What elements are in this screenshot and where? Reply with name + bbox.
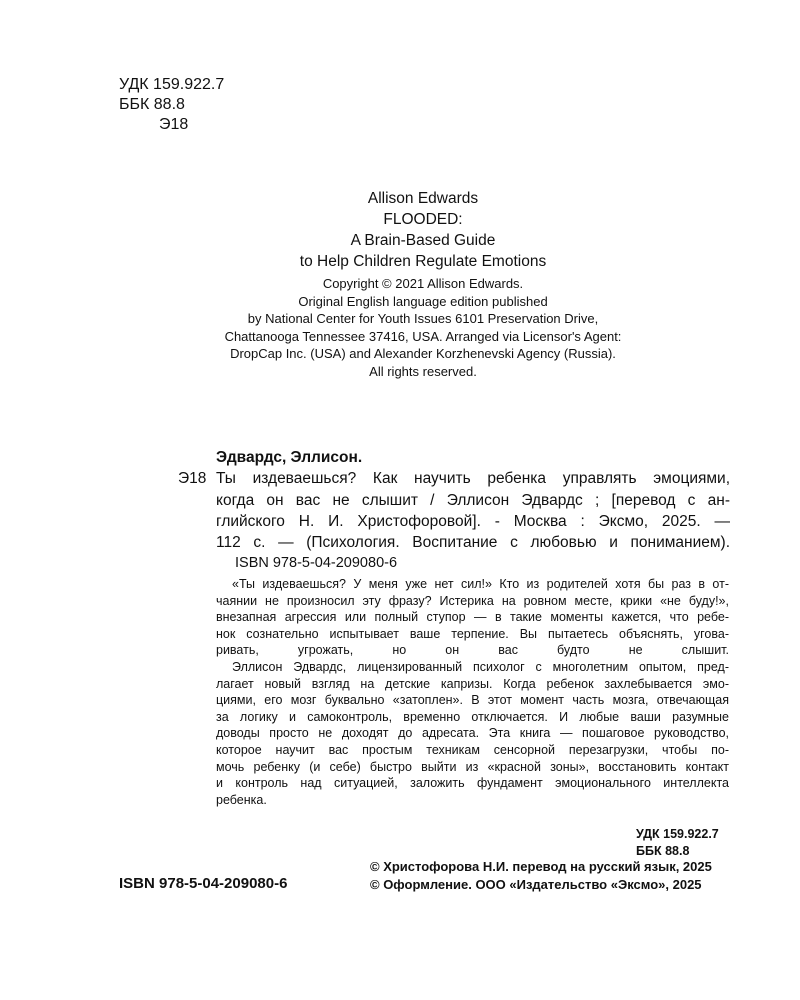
footer-isbn: ISBN 978-5-04-209080-6 (119, 875, 288, 892)
bottom-udk-code: УДК 159.922.7 (636, 827, 719, 841)
bottom-bbk-code: ББК 88.8 (636, 844, 690, 858)
annotation-line: чаянии не произносил эту фразу? Истерика на ровном месте, крики «не буду!», (216, 593, 729, 608)
catalog-line: 112 с. — (Психология. Воспитание с любовью и пониманием). (216, 534, 730, 552)
bbk-code: ББК 88.8 (119, 96, 185, 113)
original-title: FLOODED: (383, 211, 463, 228)
design-credit: © Оформление. ООО «Издательство «Эксмо», 2025 (370, 876, 702, 892)
annotation-line: за логику и самоконтроль, временно отключается. И любые ваши разумные (216, 709, 729, 724)
catalog-line: глийского Н. И. Христофоровой]. - Москва : Эксмо, 2025. — (216, 512, 730, 530)
classification-codes (119, 75, 224, 135)
udk-code: УДК 159.922.7 (119, 76, 225, 93)
original-edition-credits (0, 188, 800, 272)
original-subtitle-line: A Brain-Based Guide (350, 232, 496, 249)
annotation-line: внезапная агрессия или полный ступор — в такие моменты кажется, что ребе- (216, 610, 729, 625)
copyright-line: by National Center for Youth Issues 6101 Preservation Drive, (247, 311, 599, 326)
catalog-entry (178, 447, 730, 553)
catalog-line: Ты издеваешься? Как научить ребенка управлять эмоциями, (216, 470, 730, 488)
annotation-line: ривать, угрожать, но он вас будто не слышит. (216, 643, 729, 658)
author-mark: Э18 (159, 116, 189, 133)
translation-credits (370, 858, 712, 893)
annotation-line: и контроль над ситуацией, заложить фундамент эмоционального интеллекта (216, 776, 729, 791)
book-annotation (216, 576, 729, 808)
translation-credit: © Христофорова Н.И. перевод на русский язык, 2025 (370, 859, 712, 874)
copyright-notice (0, 275, 800, 380)
annotation-line: доводы просто не доходят до адресата. Эта книга — пошаговое руководство, (216, 726, 729, 741)
annotation-line: нок сознательно испытывает ваше терпение. Вы пытаетесь объяснять, угова- (216, 626, 729, 641)
original-author: Allison Edwards (367, 190, 479, 207)
annotation-line: ребенка. (216, 792, 267, 807)
copyright-line: Copyright © 2021 Allison Edwards. (322, 276, 524, 291)
annotation-line: которое научит вас простым техникам сенсорной перезагрузки, чтобы по- (216, 742, 729, 757)
annotation-line: «Ты издеваешься? У меня уже нет сил!» Кто из родителей хотя бы раз в от- (232, 577, 729, 591)
annotation-line: мочь ребенку (и себе) быстро выйти из «красной зоны», восстановить контакт (216, 759, 729, 774)
catalog-heading: Эдвардс, Эллисон. (216, 449, 363, 466)
copyright-line: All rights reserved. (369, 363, 477, 379)
copyright-line: Chattanooga Tennessee 37416, USA. Arranged via Licensor's Agent: (224, 328, 622, 344)
annotation-line: циями, его мозг буквально «затоплен». В этот момент часть мозга, отвечающая (216, 693, 729, 708)
annotation-line: лагает новый взгляд на детские капризы. Когда ребенок захлебывается эмо- (216, 676, 729, 691)
original-subtitle-line: to Help Children Regulate Emotions (299, 253, 547, 270)
copyright-line: DropCap Inc. (USA) and Alexander Korzhenevski Agency (Russia). (230, 346, 616, 361)
copyright-line: Original English language edition published (298, 293, 548, 309)
catalog-isbn: ISBN 978-5-04-209080-6 (235, 555, 398, 571)
catalog-author-mark: Э18 (178, 470, 207, 488)
catalog-line: когда он вас не слышит / Эллисон Эдвардс ; [перевод с ан- (216, 491, 730, 509)
annotation-line: Эллисон Эдвардс, лицензированный психолог с многолетним опытом, пред- (232, 659, 729, 674)
bottom-classification-codes (636, 826, 719, 860)
